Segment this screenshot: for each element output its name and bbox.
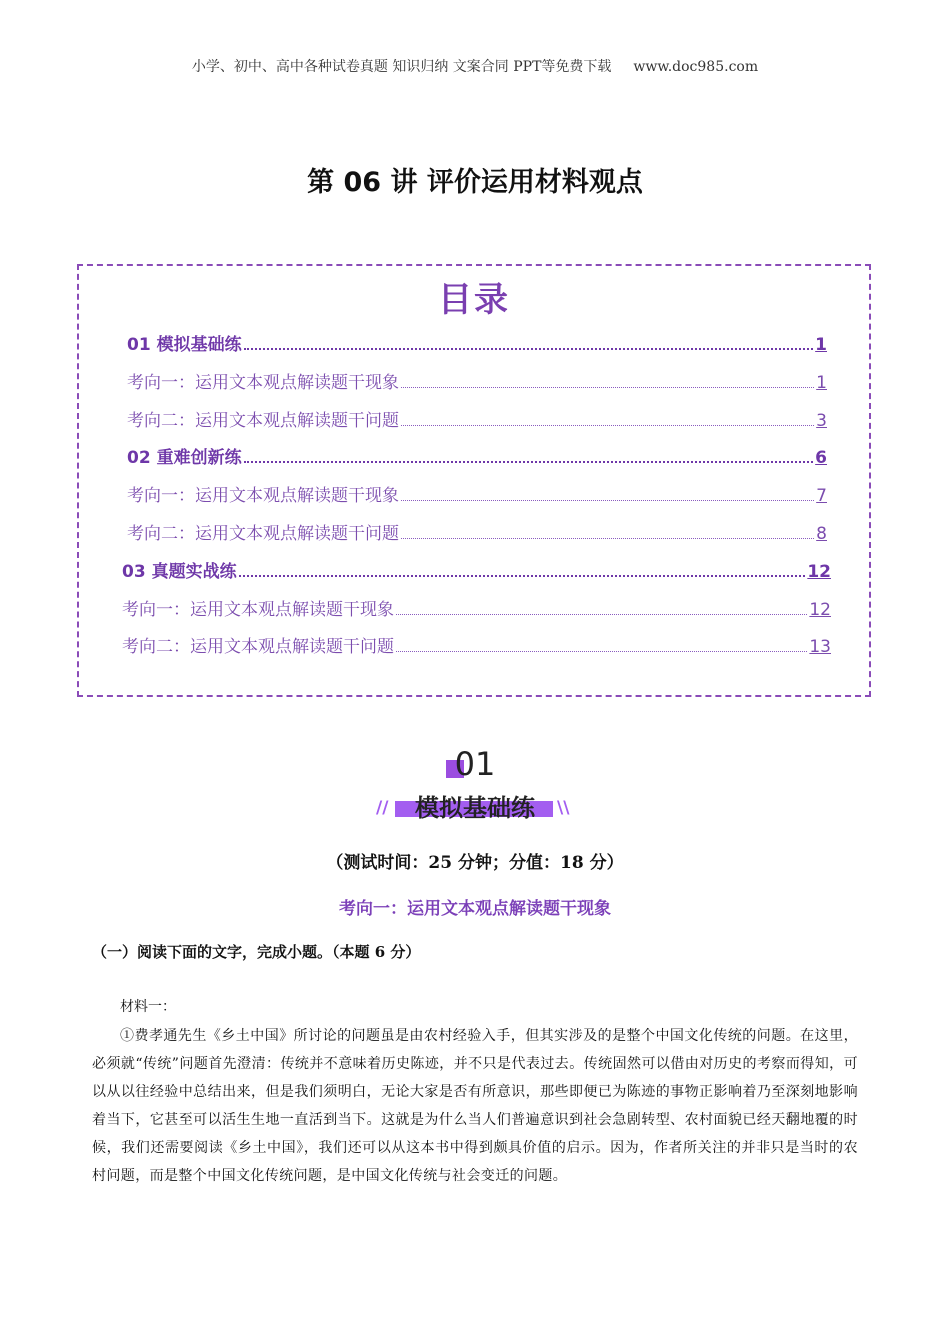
badge-slash-left: // [376, 798, 389, 818]
toc-leader [401, 425, 814, 426]
toc-entry-page: 3 [816, 411, 827, 431]
toc-entry-page: 1 [816, 373, 827, 393]
toc-entry[interactable] [127, 368, 827, 393]
toc-title: 目录 [438, 280, 510, 320]
test-info: （测试时间：25 分钟；分值：18 分） [326, 853, 624, 873]
toc-leader [401, 538, 814, 539]
toc-entry-label: 考向一：运用文本观点解读题干现象 [122, 600, 394, 620]
toc-entry[interactable] [122, 595, 831, 620]
toc-entry-page: 8 [816, 524, 827, 544]
material-label: 材料一： [120, 999, 176, 1015]
badge-text: 模拟基础练 [415, 794, 535, 822]
toc-entry-label: 考向二：运用文本观点解读题干问题 [122, 637, 394, 657]
toc-entry[interactable] [127, 519, 827, 544]
toc-entry-label: 01 模拟基础练 [127, 335, 242, 355]
toc-entry[interactable] [127, 406, 827, 431]
toc-leader [401, 387, 814, 388]
toc-entry-label: 考向二：运用文本观点解读题干问题 [127, 524, 399, 544]
toc-entry[interactable] [127, 443, 827, 468]
toc-entry[interactable] [127, 481, 827, 506]
toc-entry-label: 考向二：运用文本观点解读题干问题 [127, 411, 399, 431]
toc-entry[interactable] [122, 557, 831, 582]
table-of-contents [77, 264, 871, 697]
toc-entry-page: 6 [815, 448, 827, 468]
toc-entry[interactable] [127, 330, 827, 355]
toc-entry-page: 7 [816, 486, 827, 506]
toc-entry-page: 12 [809, 600, 831, 620]
toc-leader [396, 614, 807, 615]
badge-number: 01 [454, 745, 496, 783]
toc-entry-label: 考向一：运用文本观点解读题干现象 [127, 373, 399, 393]
toc-leader [401, 500, 814, 501]
toc-entry-page: 13 [809, 637, 831, 657]
header-url[interactable]: www.doc985.com [633, 59, 759, 75]
toc-leader [244, 461, 814, 463]
question-heading: （一）阅读下面的文字，完成小题。（本题 6 分） [92, 943, 421, 961]
toc-entry-page: 1 [815, 335, 827, 355]
toc-entry-label: 考向一：运用文本观点解读题干现象 [127, 486, 399, 506]
page-header [0, 56, 950, 76]
badge-slash-right: \\ [557, 798, 570, 818]
toc-entry-label: 03 真题实战练 [122, 562, 237, 582]
toc-entry[interactable] [122, 632, 831, 657]
section-badge [0, 745, 950, 825]
toc-leader [396, 651, 807, 652]
page-title: 第 06 讲 评价运用材料观点 [307, 167, 643, 198]
section-title: 考向一：运用文本观点解读题干现象 [339, 899, 611, 919]
toc-leader [239, 575, 806, 577]
header-text: 小学、初中、高中各种试卷真题 知识归纳 文案合同 PPT等免费下载 [191, 59, 612, 75]
toc-entry-page: 12 [807, 562, 831, 582]
toc-leader [244, 348, 814, 350]
toc-entry-label: 02 重难创新练 [127, 448, 242, 468]
material-paragraph: ①费孝通先生《乡土中国》所讨论的问题虽是由农村经验入手，但其实涉及的是整个中国文化传统的问题。在这里，必须就“传统”问题首先澄清：传统并不意味着历史陈迹，并不只是代表过去。传统固然可以借由对历史的考察而得知，可以从以往经验中总结出来，但是我们须明白，无论大家是否有所意识，那些即便已为陈迹的事物正影响着乃至深刻地影响着当下，它甚至可以活生生地一直活到当下。这就是为什么当人们普遍意识到社会急剧转型、农村面貌已经天翻地覆的时候，我们还需要阅读《乡土中国》，我们还可以从这本书中得到颇具价值的启示。因为，作者所关注的并非只是当时的农村问题，而是整个中国文化传统问题，是中国文化传统与社会变迁的问题。 [92, 1028, 858, 1184]
